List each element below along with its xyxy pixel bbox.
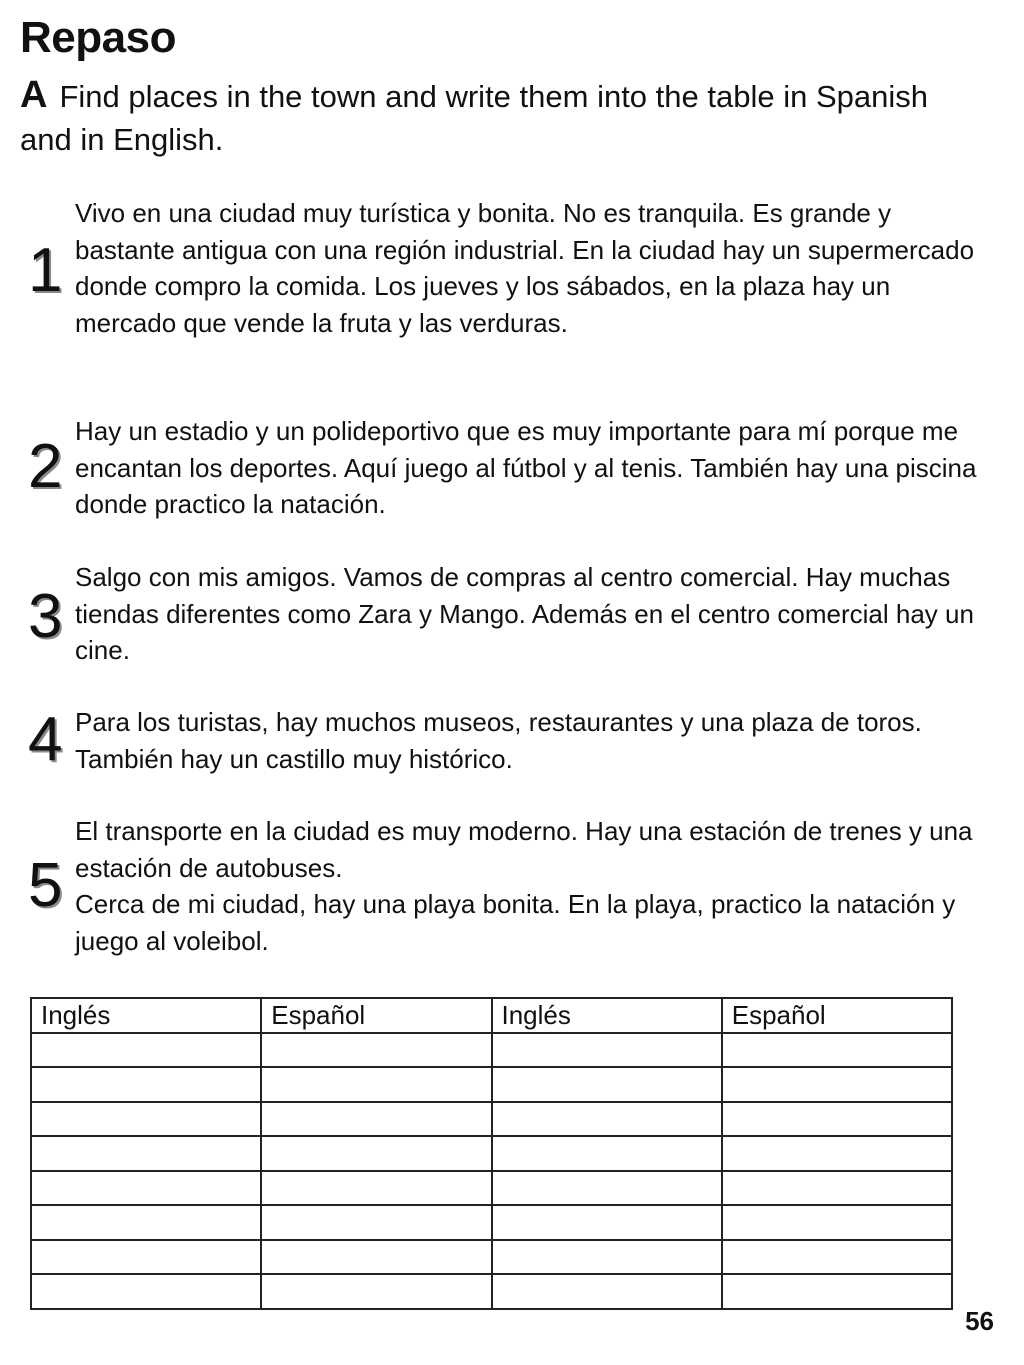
instruction (20, 74, 980, 161)
answer-table-body (31, 1033, 952, 1309)
section-letter: A (20, 74, 48, 116)
answer-cell[interactable] (31, 1033, 261, 1068)
answer-cell[interactable] (492, 1067, 722, 1102)
table-row (31, 1171, 952, 1206)
answer-cell[interactable] (31, 1171, 261, 1206)
passage-line: Cerca de mi ciudad, hay una playa bonita. En la playa, practico la natación y juego al voleibol. (75, 889, 956, 956)
passage-text (75, 559, 995, 669)
passage-line: Para los turistas, hay muchos museos, restaurantes y una plaza de toros. También hay un castillo muy histórico. (75, 707, 922, 774)
answer-cell[interactable] (492, 1274, 722, 1309)
answer-cell[interactable] (261, 1067, 491, 1102)
passage-number: 1 (28, 236, 63, 305)
header-ingles: Inglés (492, 998, 722, 1033)
answer-cell[interactable] (492, 1240, 722, 1275)
table-row (31, 1067, 952, 1102)
answer-cell[interactable] (31, 1274, 261, 1309)
passage-number: 2 (28, 432, 63, 501)
answer-cell[interactable] (492, 1205, 722, 1240)
passage-number: 3 (28, 582, 63, 651)
passage-text (75, 195, 995, 341)
answer-cell[interactable] (261, 1240, 491, 1275)
answer-cell[interactable] (261, 1033, 491, 1068)
answer-cell[interactable] (722, 1205, 952, 1240)
answer-cell[interactable] (261, 1205, 491, 1240)
passage-line: Vivo en una ciudad muy turística y bonita. No es tranquila. Es grande y bastante antigua con una región industrial. En la ciudad hay un supermercado donde compro la comida. Los jueves y los sábados, en la plaza hay un mercado que vende la fruta y las verduras. (75, 198, 975, 338)
answer-cell[interactable] (722, 1136, 952, 1171)
passage-number: 4 (28, 705, 63, 774)
table-row (31, 1033, 952, 1068)
answer-cell[interactable] (722, 1240, 952, 1275)
answer-cell[interactable] (261, 1274, 491, 1309)
passage-line: El transporte en la ciudad es muy moderno. Hay una estación de trenes y una estación de autobuses. (75, 816, 973, 883)
answer-cell[interactable] (722, 1067, 952, 1102)
answer-cell[interactable] (492, 1102, 722, 1137)
header-espanol: Español (722, 998, 952, 1033)
instruction-text: Find places in the town and write them into the table in Spanish and in English. (20, 79, 928, 157)
answer-cell[interactable] (722, 1102, 952, 1137)
passage-text (75, 813, 995, 959)
table-row (31, 1136, 952, 1171)
answer-cell[interactable] (31, 1067, 261, 1102)
passage-text (75, 704, 995, 777)
answer-cell[interactable] (31, 1205, 261, 1240)
passage-line: Salgo con mis amigos. Vamos de compras al centro comercial. Hay muchas tiendas diferentes como Zara y Mango. Además en el centro comercial hay un cine. (75, 562, 974, 665)
header-ingles: Inglés (31, 998, 261, 1033)
answer-cell[interactable] (492, 1171, 722, 1206)
passage-text (75, 413, 995, 523)
passage-number: 5 (28, 851, 63, 920)
page-number: 56 (965, 1306, 994, 1336)
answer-cell[interactable] (492, 1033, 722, 1068)
table-header-row (31, 998, 952, 1033)
answer-cell[interactable] (722, 1033, 952, 1068)
answer-cell[interactable] (261, 1171, 491, 1206)
answer-cell[interactable] (261, 1136, 491, 1171)
header-espanol: Español (261, 998, 491, 1033)
answer-cell[interactable] (261, 1102, 491, 1137)
answer-cell[interactable] (492, 1136, 722, 1171)
passage-line: Hay un estadio y un polideportivo que es muy importante para mí porque me encantan los deportes. Aquí juego al fútbol y al tenis. También hay una piscina donde practico la natación. (75, 416, 977, 519)
answer-cell[interactable] (722, 1274, 952, 1309)
table-row (31, 1240, 952, 1275)
answer-table (30, 997, 953, 1310)
page-title: Repaso (20, 13, 176, 62)
table-row (31, 1102, 952, 1137)
table-row (31, 1205, 952, 1240)
answer-cell[interactable] (31, 1240, 261, 1275)
table-row (31, 1274, 952, 1309)
answer-cell[interactable] (31, 1136, 261, 1171)
answer-cell[interactable] (722, 1171, 952, 1206)
answer-cell[interactable] (31, 1102, 261, 1137)
